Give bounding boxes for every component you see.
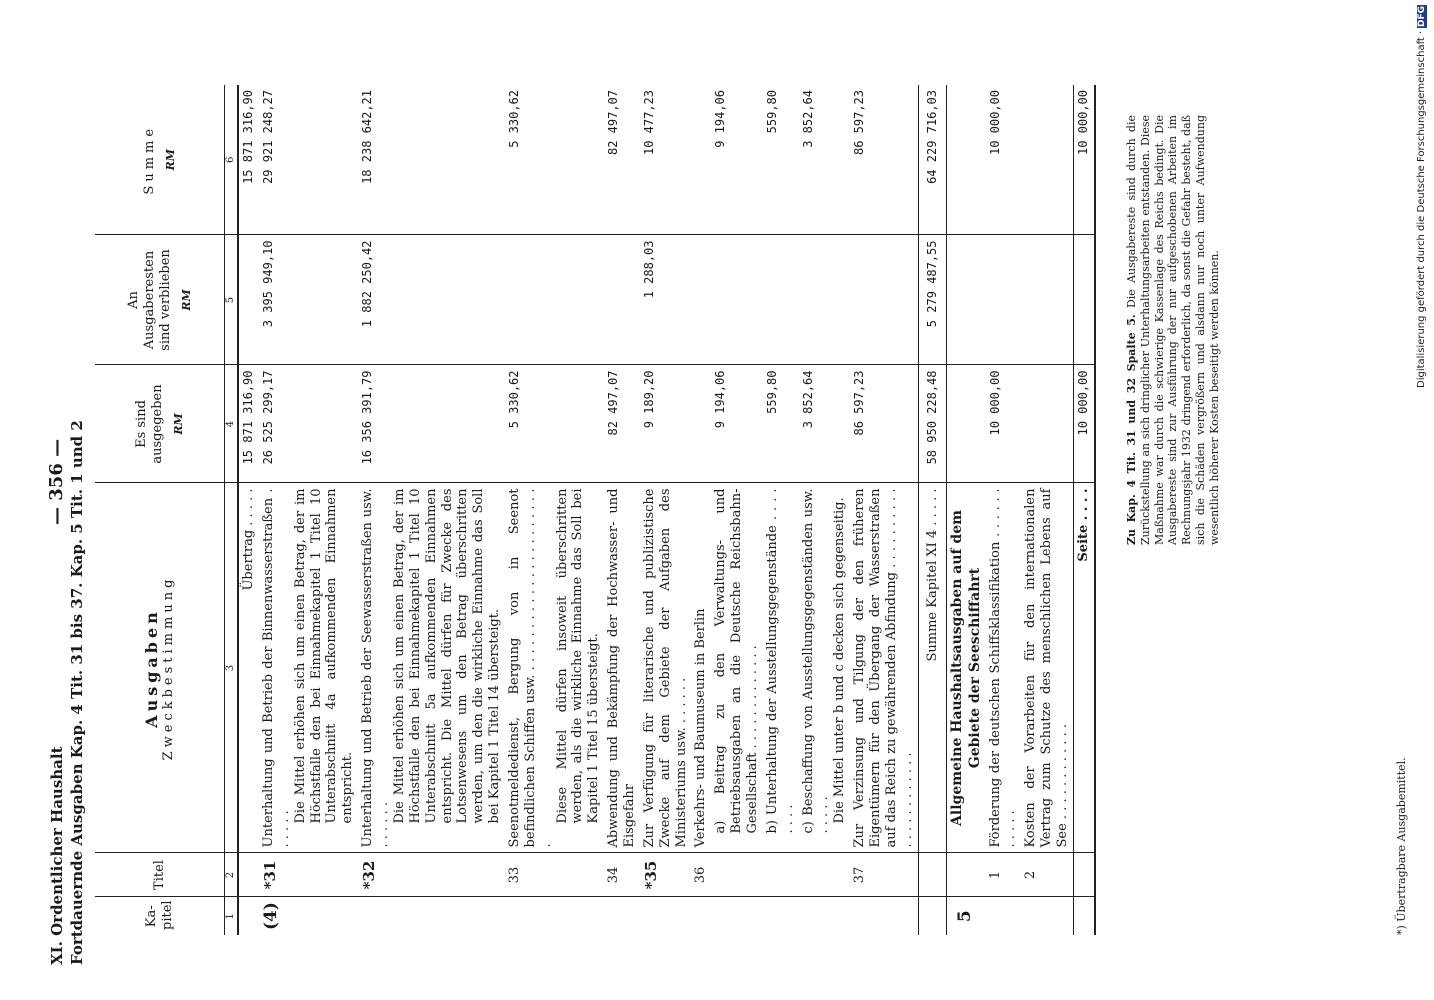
reste-cell (1021, 235, 1073, 365)
ausgegeben-cell: 559,80 (763, 365, 799, 483)
desc-sub: Die Mittel erhöhen sich um einen Betrag, der im Höchstfalle den bei Einnahmekapitel 1 Titel 10 Unterabschnitt 5a aufkommenden Einnahmen entspricht. Die Mittel dürfen für Zwecke des Lotsenwesens um den Betrag überschritten werden, um den die wirkliche Einnahme das Soll bei Kapitel 1 Titel 14 übersteigt. (391, 488, 503, 824)
col-titel: Titel (95, 853, 225, 897)
desc-cell: Förderung der deutschen Schiffsklassifikation . . . . . . . . . . . (986, 483, 1022, 853)
col-number: 5 (225, 235, 239, 365)
reste-cell (850, 235, 918, 365)
titel-cell (238, 853, 259, 897)
dfg-text: Digitalisierung gefördert durch die Deutsche Forschungsgemeinschaft (1416, 37, 1427, 388)
col-ausgaben (95, 483, 225, 853)
table-row (691, 85, 711, 935)
col-ausgabereste (95, 235, 225, 365)
titel-cell: 34 (604, 853, 640, 897)
header-line-2: Fortdauernde Ausgaben Kap. 4 Tit. 31 bis 37. Kap. 5 Tit. 1 und 2 (68, 420, 86, 965)
kapitel-cell (711, 897, 763, 935)
desc-cell: Abwendung und Bekämpfung der Hochwasser- und Eisgefahr (604, 483, 640, 853)
ausgegeben-cell: 9 194,06 (711, 365, 763, 483)
reste-cell (238, 235, 259, 365)
seite-reste (1073, 235, 1094, 365)
desc-cell: Verkehrs- und Baumuseum in Berlin (691, 483, 711, 853)
summe-cell: 10 000,00 (986, 85, 1022, 235)
desc-main: Seenotmeldedienst, Bergung von in Seenot befindlichen Schiffen usw. . . . . . . . . . . . . . . . . . . . . . . . (506, 488, 554, 848)
note-lead: Zu Kap. 4 Tit. 31 und 32 Spalte 5. (1125, 314, 1138, 545)
summe-cell: 559,80 (763, 85, 799, 235)
ausgegeben-cell (691, 365, 711, 483)
summe-cell: 82 497,07 (604, 85, 640, 235)
kapitel-cell (358, 897, 505, 935)
reste-cell: 3 395 949,10 (259, 235, 358, 365)
ausgegeben-cell: 9 189,20 (640, 365, 692, 483)
explanatory-note (1125, 115, 1221, 545)
sum-row (918, 85, 947, 935)
reste-cell (986, 235, 1022, 365)
titel-cell: *35 (641, 860, 660, 890)
reste-cell: 1 882 250,42 (358, 235, 505, 365)
titel-cell: 2 (1021, 853, 1073, 897)
table-row (850, 85, 918, 935)
ausgegeben-cell: 86 597,23 (850, 365, 918, 483)
titel-cell: 1 (986, 853, 1022, 897)
ausgabereste-heading: An Ausgaberesten sind verblieben (126, 249, 173, 351)
ausgegeben-cell: 15 871 316,90 (238, 365, 259, 483)
note-text: Die Ausgabereste sind durch die Zurückstellung an sich dringlicher Unterhaltungsarbeiten entstanden. Diese Maßnahme war durch die schwierige Kassenlage des Reichs bedingt. Die Ausgabereste sind zur Ausführung der nur aufgeschobenen Arbeiten im Rechnungsjahr 1932 dringend erforderlich, da sonst die Gefahr besteht, daß sich die Schäden vergrößern und alsdann nur noch unter Aufwendung wesentlich höherer Kosten beseitigt werden können. (1125, 114, 1221, 545)
titel-cell: *32 (360, 860, 379, 890)
budget-table (95, 85, 1096, 935)
ausgegeben-cell: 82 497,07 (604, 365, 640, 483)
titel-cell: 33 (505, 853, 604, 897)
table-row (640, 85, 692, 935)
desc-main: b) Unterhaltung der Ausstellungsgegenstände . . . . . . . . (764, 488, 796, 834)
ausgegeben-cell: 16 356 391,79 (358, 365, 505, 483)
summe-cell: 5 330,62 (505, 85, 604, 235)
footnote: *) Übertragbare Ausgabemittel. (1395, 757, 1408, 935)
ausgegeben-cell: 5 330,62 (505, 365, 604, 483)
desc-cell: Zur Verfügung für literarische und publizistische Zwecke auf dem Gebiete der Aufgaben des Ministeriums usw. . . . . . . (640, 483, 692, 853)
summe-cell: 9 194,06 (711, 85, 763, 235)
table-row (604, 85, 640, 935)
col-number: 6 (225, 85, 239, 235)
kapitel-cell (604, 897, 640, 935)
sum-reste: 5 279 487,55 (918, 235, 947, 365)
desc-main: c) Beschaffung von Ausstellungsgegenständen usw. . . . . . (800, 488, 832, 834)
titel-cell: *31 (261, 860, 280, 890)
titel-cell: 37 (850, 853, 918, 897)
reste-cell (711, 235, 763, 365)
table-row (711, 85, 763, 935)
titel-cell (763, 853, 799, 897)
reste-cell: 1 288,03 (640, 235, 692, 365)
summe-cell (691, 85, 711, 235)
desc-cell (358, 483, 505, 853)
kapitel-cell: 5 (955, 910, 976, 923)
desc-sub: Diese Mittel dürfen insoweit überschritten werden, als die wirkliche Einnahme das Soll bei Kapitel 1 Titel 15 übersteigt. (554, 488, 602, 824)
summe-cell: 3 852,64 (799, 85, 851, 235)
seite-summe: 10 000,00 (1073, 85, 1094, 235)
col-ausgegeben (95, 365, 225, 483)
col-number: 3 (225, 483, 239, 853)
dfg-logo: DFG (1417, 5, 1427, 27)
kapitel-cell (640, 897, 692, 935)
seite-row (1073, 85, 1094, 935)
table-row (763, 85, 799, 935)
desc-cell (799, 483, 851, 853)
kapitel-cell (691, 897, 711, 935)
table-row (986, 85, 1022, 935)
reste-cell (799, 235, 851, 365)
table-row (947, 85, 986, 935)
header-line-1: XI. Ordentlicher Haushalt (48, 746, 66, 965)
desc-cell: Übertrag . . . . . (238, 483, 259, 853)
titel-cell: 36 (691, 853, 711, 897)
table-row (505, 85, 604, 935)
desc-cell (711, 483, 763, 853)
kapitel-cell (505, 897, 604, 935)
titel-cell (799, 853, 851, 897)
desc-cell (763, 483, 799, 853)
table-row (1021, 85, 1073, 935)
rotated-page (20, 35, 1408, 985)
ausgaben-heading: Ausgaben (141, 608, 161, 728)
col-number: 1 (225, 897, 239, 935)
unit-label: RM (171, 413, 185, 435)
ausgegeben-cell: 3 852,64 (799, 365, 851, 483)
section-heading: Allgemeine Haushaltsausgaben auf dem Gebiete der Seeschiffahrt (947, 483, 986, 853)
kapitel-cell (763, 897, 799, 935)
ausgegeben-heading: Es sind ausgegeben (133, 384, 165, 464)
desc-cell (259, 483, 358, 853)
kapitel-cell (799, 897, 851, 935)
desc-sub: Die Mittel unter b und c decken sich gegenseitig. (832, 497, 848, 824)
desc-main: Unterhaltung und Betrieb der Seewasserstraßen usw. . . . . . . (360, 488, 392, 848)
summe-cell: 18 238 642,21 (358, 85, 505, 235)
reste-cell (604, 235, 640, 365)
col-number: 2 (225, 853, 239, 897)
col-number: 4 (225, 365, 239, 483)
page-number: — 356 — (46, 438, 67, 525)
ausgegeben-cell (1021, 365, 1073, 483)
summe-cell (1021, 85, 1073, 235)
desc-main: Unterhaltung und Betrieb der Binnenwasserstraßen . . . . . . (261, 488, 292, 848)
unit-label: RM (163, 149, 177, 171)
reste-cell (691, 235, 711, 365)
col-summe (95, 85, 225, 235)
ausgegeben-cell: 26 525 299,17 (259, 365, 358, 483)
col-kapitel: Ka- pitel (143, 900, 175, 930)
unit-label: RM (179, 289, 193, 311)
ausgegeben-cell: 10 000,00 (986, 365, 1022, 483)
table-row (799, 85, 851, 935)
summe-cell: 10 477,23 (640, 85, 692, 235)
desc-sub: Die Mittel erhöhen sich um einen Betrag, der im Höchstfalle den bei Einnahmekapitel 1 Titel 10 Unterabschnitt 4a aufkommenden Einnahmen entspricht. (292, 488, 356, 824)
sum-label: Summe Kapitel XI 4 . . . . . (918, 483, 947, 853)
kapitel-cell (850, 897, 918, 935)
reste-cell (505, 235, 604, 365)
titel-cell (711, 853, 763, 897)
summe-cell: 15 871 316,90 (238, 85, 259, 235)
summe-cell: 86 597,23 (850, 85, 918, 235)
summe-cell: 29 921 248,27 (259, 85, 358, 235)
reste-cell (763, 235, 799, 365)
dfg-sidebar: Digitalisierung gefördert durch die Deutsche Forschungsgemeinschaft · DFG (1416, 5, 1427, 388)
sum-summe: 64 229 716,03 (918, 85, 947, 235)
summe-heading: Summe (141, 124, 157, 195)
kapitel-cell: (4) (261, 902, 282, 930)
table-row (259, 85, 358, 935)
table-row (358, 85, 505, 935)
sum-ausgegeben: 58 950 228,48 (918, 365, 947, 483)
table-row (238, 85, 259, 935)
desc-cell: Kosten der Vorarbeiten für den internationalen Vertrag zum Schutze des menschlichen Lebens auf See . . . . . . . . . . . . (1021, 483, 1073, 853)
desc-cell (505, 483, 604, 853)
zweck-heading: Zweckbestimmung (161, 575, 177, 761)
seite-ausgegeben: 10 000,00 (1073, 365, 1094, 483)
desc-cell: Zur Verzinsung und Tilgung der den früheren Eigentümern für den Übergang der Wasserstraßen auf das Reich zu gewährenden Abfindung . . . . . . . . . . . . . . . . . . . . . . (850, 483, 918, 853)
seite-label: Seite . . . . (1073, 483, 1094, 853)
desc-main: a) Beitrag zu den Verwaltungs- und Betriebsausgaben an die Deutsche Reichsbahn-Gesellschaft . . . . . . . . . . . . . (713, 488, 760, 834)
kapitel-cell (238, 897, 259, 935)
